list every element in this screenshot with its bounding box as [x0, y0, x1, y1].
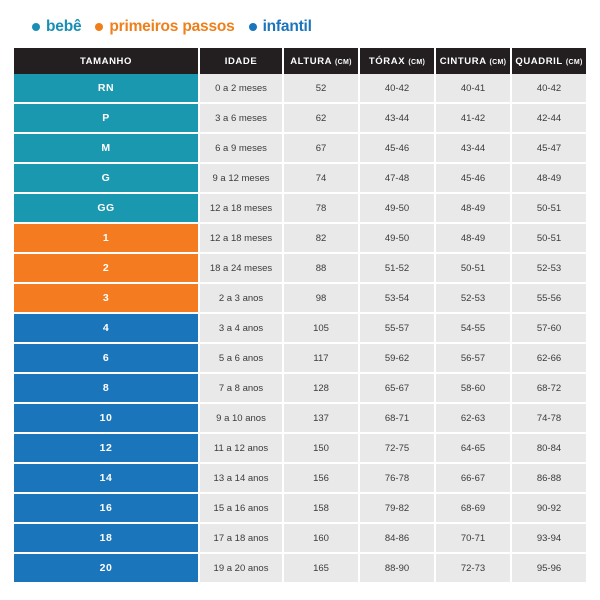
table-row [14, 403, 586, 433]
cell-altura: 67 [283, 133, 359, 163]
bullet-icon [32, 23, 40, 31]
cell-cintura: 56-57 [435, 343, 511, 373]
cell-idade: 12 a 18 meses [199, 223, 283, 253]
table-row [14, 313, 586, 343]
legend-item-primeiros-passos [95, 18, 234, 36]
cell-tamanho: GG [14, 193, 199, 223]
cell-torax: 76-78 [359, 463, 435, 493]
cell-torax: 59-62 [359, 343, 435, 373]
cell-tamanho: M [14, 133, 199, 163]
cell-torax: 47-48 [359, 163, 435, 193]
cell-tamanho: 6 [14, 343, 199, 373]
cell-quadril: 68-72 [511, 373, 586, 403]
header-quadril: QUADRIL (CM) [511, 48, 586, 74]
cell-altura: 88 [283, 253, 359, 283]
cell-idade: 9 a 12 meses [199, 163, 283, 193]
bullet-icon [95, 23, 103, 31]
cell-idade: 17 a 18 anos [199, 523, 283, 553]
header-torax: TÓRAX (CM) [359, 48, 435, 74]
cell-torax: 72-75 [359, 433, 435, 463]
cell-quadril: 93-94 [511, 523, 586, 553]
cell-torax: 40-42 [359, 74, 435, 103]
cell-quadril: 42-44 [511, 103, 586, 133]
table-row [14, 103, 586, 133]
cell-quadril: 48-49 [511, 163, 586, 193]
header-idade: IDADE [199, 48, 283, 74]
cell-altura: 52 [283, 74, 359, 103]
cell-altura: 128 [283, 373, 359, 403]
cell-tamanho: 2 [14, 253, 199, 283]
cell-idade: 13 a 14 anos [199, 463, 283, 493]
cell-torax: 51-52 [359, 253, 435, 283]
cell-quadril: 50-51 [511, 193, 586, 223]
cell-tamanho: 3 [14, 283, 199, 313]
table-row [14, 223, 586, 253]
cell-cintura: 43-44 [435, 133, 511, 163]
cell-cintura: 50-51 [435, 253, 511, 283]
table-row [14, 523, 586, 553]
cell-idade: 5 a 6 anos [199, 343, 283, 373]
cell-cintura: 54-55 [435, 313, 511, 343]
cell-altura: 82 [283, 223, 359, 253]
cell-altura: 150 [283, 433, 359, 463]
cell-torax: 43-44 [359, 103, 435, 133]
cell-cintura: 52-53 [435, 283, 511, 313]
cell-tamanho: 4 [14, 313, 199, 343]
table-row [14, 283, 586, 313]
table-row [14, 343, 586, 373]
cell-torax: 45-46 [359, 133, 435, 163]
cell-cintura: 40-41 [435, 74, 511, 103]
cell-altura: 74 [283, 163, 359, 193]
cell-altura: 165 [283, 553, 359, 582]
header-row [14, 48, 586, 74]
cell-quadril: 57-60 [511, 313, 586, 343]
cell-tamanho: 1 [14, 223, 199, 253]
legend [14, 18, 586, 36]
cell-quadril: 80-84 [511, 433, 586, 463]
table-row [14, 553, 586, 582]
header-altura: ALTURA (CM) [283, 48, 359, 74]
cell-idade: 15 a 16 anos [199, 493, 283, 523]
cell-altura: 117 [283, 343, 359, 373]
cell-cintura: 58-60 [435, 373, 511, 403]
table-row [14, 133, 586, 163]
cell-idade: 3 a 6 meses [199, 103, 283, 133]
table-row [14, 433, 586, 463]
cell-torax: 79-82 [359, 493, 435, 523]
legend-label: primeiros passos [109, 18, 235, 35]
cell-tamanho: 14 [14, 463, 199, 493]
cell-tamanho: 16 [14, 493, 199, 523]
cell-torax: 68-71 [359, 403, 435, 433]
header-tamanho: TAMANHO [14, 48, 199, 74]
table-body [14, 74, 586, 582]
cell-idade: 7 a 8 anos [199, 373, 283, 403]
cell-quadril: 74-78 [511, 403, 586, 433]
table-row [14, 373, 586, 403]
cell-tamanho: G [14, 163, 199, 193]
cell-altura: 160 [283, 523, 359, 553]
legend-label: bebê [46, 18, 82, 35]
cell-quadril: 62-66 [511, 343, 586, 373]
table-row [14, 193, 586, 223]
cell-altura: 105 [283, 313, 359, 343]
legend-item-infantil [249, 18, 312, 36]
cell-idade: 0 a 2 meses [199, 74, 283, 103]
table-row [14, 74, 586, 103]
cell-idade: 12 a 18 meses [199, 193, 283, 223]
cell-idade: 3 a 4 anos [199, 313, 283, 343]
cell-altura: 158 [283, 493, 359, 523]
cell-altura: 62 [283, 103, 359, 133]
cell-cintura: 68-69 [435, 493, 511, 523]
header-cintura: CINTURA (CM) [435, 48, 511, 74]
table-row [14, 163, 586, 193]
legend-item-bebe [32, 18, 81, 36]
cell-tamanho: 20 [14, 553, 199, 582]
cell-quadril: 40-42 [511, 74, 586, 103]
cell-idade: 2 a 3 anos [199, 283, 283, 313]
cell-cintura: 66-67 [435, 463, 511, 493]
cell-quadril: 45-47 [511, 133, 586, 163]
cell-quadril: 90-92 [511, 493, 586, 523]
cell-quadril: 50-51 [511, 223, 586, 253]
cell-quadril: 95-96 [511, 553, 586, 582]
cell-idade: 18 a 24 meses [199, 253, 283, 283]
cell-tamanho: RN [14, 74, 199, 103]
cell-tamanho: 8 [14, 373, 199, 403]
cell-tamanho: P [14, 103, 199, 133]
cell-cintura: 62-63 [435, 403, 511, 433]
cell-quadril: 52-53 [511, 253, 586, 283]
cell-torax: 53-54 [359, 283, 435, 313]
cell-torax: 65-67 [359, 373, 435, 403]
table-row [14, 493, 586, 523]
table-row [14, 463, 586, 493]
cell-cintura: 70-71 [435, 523, 511, 553]
cell-torax: 49-50 [359, 223, 435, 253]
cell-tamanho: 18 [14, 523, 199, 553]
cell-cintura: 41-42 [435, 103, 511, 133]
cell-altura: 156 [283, 463, 359, 493]
cell-idade: 19 a 20 anos [199, 553, 283, 582]
cell-cintura: 64-65 [435, 433, 511, 463]
size-table [14, 48, 586, 582]
cell-idade: 6 a 9 meses [199, 133, 283, 163]
cell-altura: 98 [283, 283, 359, 313]
cell-torax: 49-50 [359, 193, 435, 223]
cell-torax: 55-57 [359, 313, 435, 343]
bullet-icon [249, 23, 257, 31]
cell-altura: 137 [283, 403, 359, 433]
cell-tamanho: 10 [14, 403, 199, 433]
cell-torax: 84-86 [359, 523, 435, 553]
cell-cintura: 45-46 [435, 163, 511, 193]
cell-torax: 88-90 [359, 553, 435, 582]
cell-cintura: 72-73 [435, 553, 511, 582]
cell-cintura: 48-49 [435, 193, 511, 223]
cell-quadril: 55-56 [511, 283, 586, 313]
legend-label: infantil [262, 18, 312, 35]
cell-tamanho: 12 [14, 433, 199, 463]
cell-cintura: 48-49 [435, 223, 511, 253]
table-row [14, 253, 586, 283]
table-header [14, 48, 586, 74]
cell-quadril: 86-88 [511, 463, 586, 493]
cell-idade: 11 a 12 anos [199, 433, 283, 463]
cell-altura: 78 [283, 193, 359, 223]
cell-idade: 9 a 10 anos [199, 403, 283, 433]
